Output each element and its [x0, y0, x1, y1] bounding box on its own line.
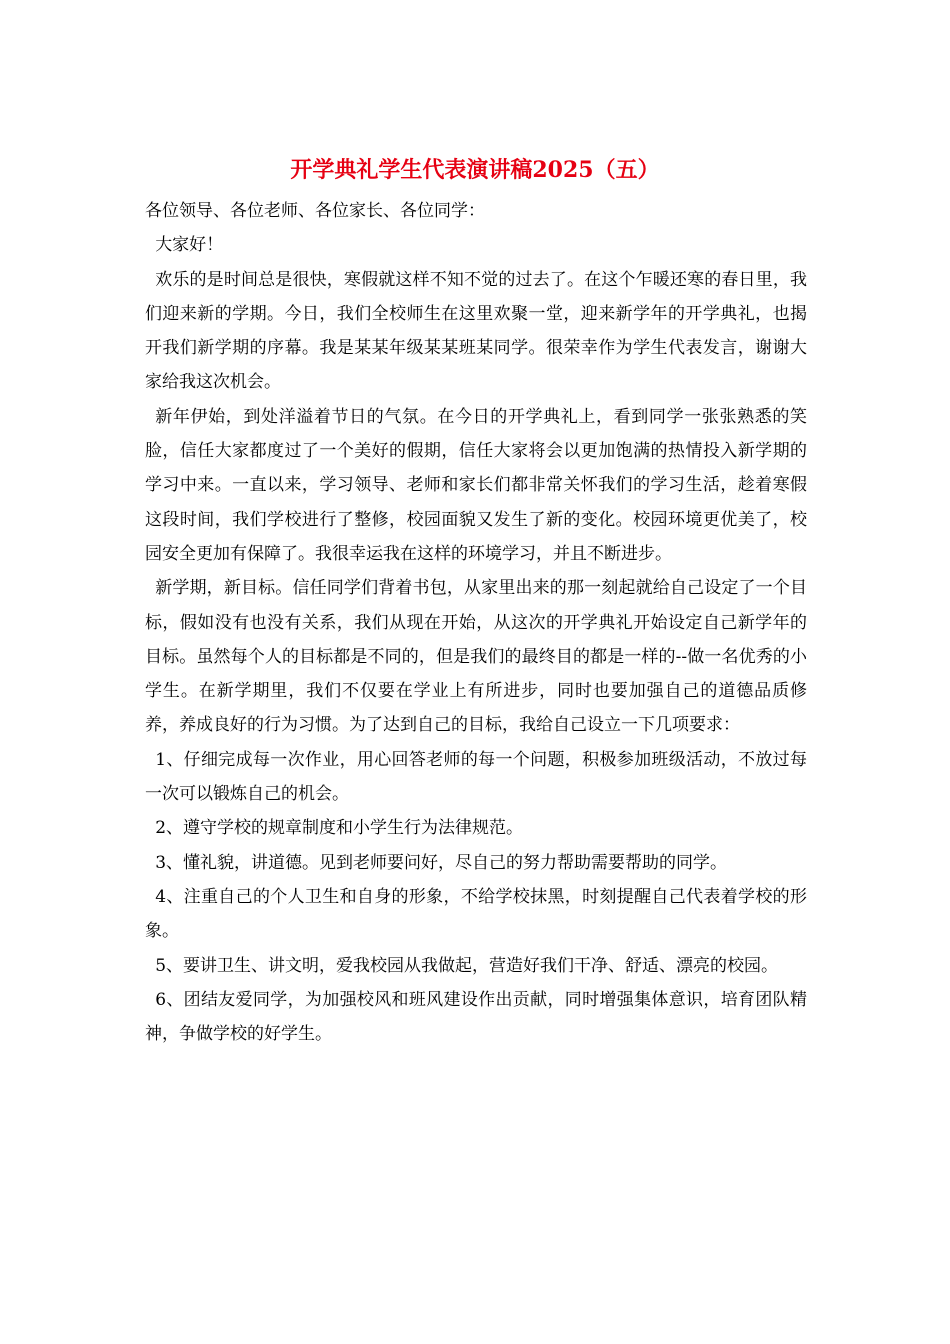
salutation: 各位领导、各位老师、各位家长、各位同学：: [145, 201, 485, 221]
list-item: 2、遵守学校的规章制度和小学生行为法律规范。: [155, 818, 524, 839]
paragraph: 新年伊始，到处洋溢着节日的气氛。在今日的开学典礼上，看到同学一张张熟悉的笑脸，信任大家都度过了一个美好的假期，信任大家将会以更加饱满的热情投入新学期的学习中来。一直以来，学习领导、老师和家长们都非常关怀我们的学习生活，趁着寒假这段时间，我们学校进行了整修，校园面貌又发生了新的变化。校园环境更优美了，校园安全更加有保障了。我很幸运我在这样的环境学习，并且不断进步。: [145, 406, 807, 564]
list-item: 4、注重自己的个人卫生和自身的形象，不给学校抹黑，时刻提醒自己代表着学校的形象。: [145, 886, 807, 942]
paragraph: 欢乐的是时间总是很快，寒假就这样不知不觉的过去了。在这个乍暖还寒的春日里，我们迎来新的学期。今日，我们全校师生在这里欢聚一堂，迎来新学年的开学典礼，也揭开我们新学期的序幕。我是某某年级某某班某同学。很荣幸作为学生代表发言，谢谢大家给我这次机会。: [145, 269, 807, 393]
greeting: 大家好！: [155, 235, 224, 256]
list-item: 3、懂礼貌，讲道德。见到老师要问好，尽自己的努力帮助需要帮助的同学。: [155, 852, 728, 873]
document-title: 开学典礼学生代表演讲稿2025（五）: [290, 157, 660, 183]
list-item: 5、要讲卫生、讲文明，爱我校园从我做起，营造好我们干净、舒适、漂亮的校园。: [155, 955, 779, 976]
list-item: 1、仔细完成每一次作业，用心回答老师的每一个问题，积极参加班级活动，不放过每一次可以锻炼自己的机会。: [145, 749, 807, 805]
document-body: [145, 194, 807, 1051]
list-item: 6、团结友爱同学，为加强校风和班风建设作出贡献，同时增强集体意识，培育团队精神，争做学校的好学生。: [145, 989, 807, 1045]
paragraph: 新学期，新目标。信任同学们背着书包，从家里出来的那一刻起就给自己设定了一个目标，假如没有也没有关系，我们从现在开始，从这次的开学典礼开始设定自己新学年的目标。虽然每个人的目标都是不同的，但是我们的最终目的都是一样的--做一名优秀的小学生。在新学期里，我们不仅要在学业上有所进步，同时也要加强自己的道德品质修养，养成良好的行为习惯。为了达到自己的目标，我给自己设立一下几项要求：: [145, 578, 807, 736]
